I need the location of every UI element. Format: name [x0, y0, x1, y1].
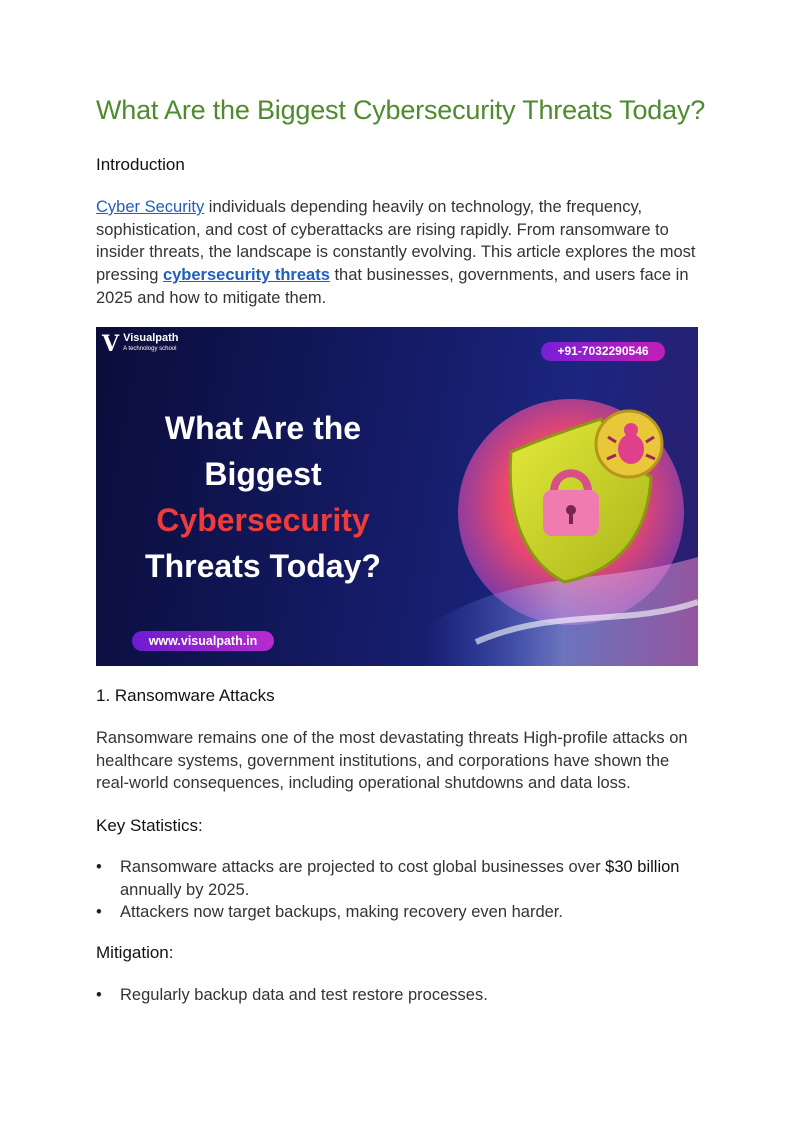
logo-mark: V [102, 331, 120, 357]
mitigation-list [96, 984, 698, 1007]
key-statistics-list [96, 856, 698, 924]
section-heading-ransomware: 1. Ransomware Attacks [96, 686, 275, 705]
mitigation-heading: Mitigation: [96, 943, 174, 962]
intro-heading: Introduction [96, 155, 185, 174]
phone-badge: +91-7032290546 [541, 342, 665, 361]
list-item [96, 856, 698, 901]
logo-name: Visualpath [123, 332, 179, 344]
cybersecurity-threats-link[interactable]: cybersecurity threats [162, 266, 330, 285]
banner-title-line: What Are the [164, 410, 362, 446]
banner-title-line: Biggest [204, 456, 322, 492]
logo-tagline: A technology school [123, 346, 177, 352]
website-badge: www.visualpath.in [132, 631, 274, 651]
list-item: • Attackers now target backups, making recovery even harder. [96, 901, 698, 924]
bug-icon [596, 411, 662, 477]
key-statistics-heading: Key Statistics: [96, 816, 203, 835]
banner-title-highlight: Cybersecurity [156, 502, 370, 538]
intro-text-2: that businesses, governments, and users face in 2025 and how to mitigate them. [96, 266, 689, 307]
article-banner-image [96, 327, 698, 666]
banner-title-line: Threats Today? [145, 548, 381, 584]
visualpath-logo [102, 331, 179, 357]
ransomware-paragraph: Ransomware remains one of the most devastating threats High-profile attacks on healthcare systems, government institutions, and corporations have shown the real-world consequences, including operational shutdowns and data loss. [96, 729, 688, 793]
list-item: • Regularly backup data and test restore processes. [96, 984, 698, 1007]
page-title: What Are the Biggest Cybersecurity Threats Today? [96, 95, 706, 125]
stat1-suffix: annually by 2025. [120, 880, 250, 899]
logo-wordmark [123, 333, 178, 355]
banner-title [116, 405, 410, 589]
intro-paragraph [96, 196, 696, 310]
intro-text-1: individuals depending heavily on technology, the frequency, sophistication, and cost of cyberattacks are rising rapidly. From ransomware to insider threats, the landscape is constantly evolving. This article explores the most pressing [96, 198, 696, 285]
stat1-amount: $30 billion [605, 858, 680, 876]
stat1-text: Ransomware attacks are projected to cost global businesses over [120, 858, 606, 876]
cyber-security-link[interactable]: Cyber Security [96, 198, 205, 216]
